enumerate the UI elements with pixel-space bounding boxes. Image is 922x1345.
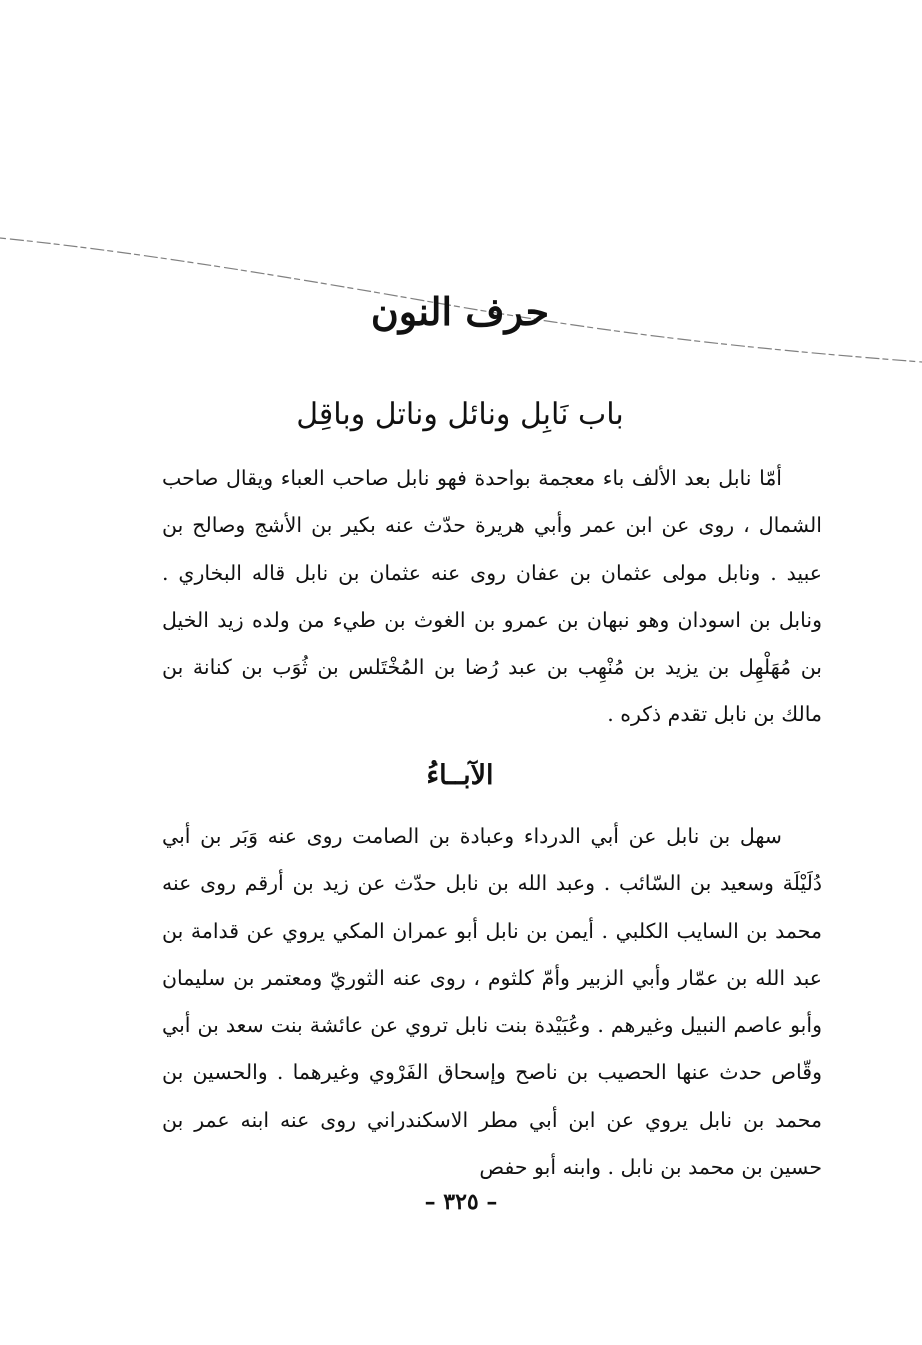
- page-number: – ٣٢٥ –: [424, 1189, 498, 1215]
- chapter-title: حرف النون: [370, 289, 550, 334]
- paragraph-nabil-definition: [162, 455, 822, 739]
- section-title: باب نَابِل ونائل وناتل وباقِل: [296, 397, 624, 432]
- subheading-al-aba: الآبــاءُ: [426, 760, 494, 791]
- scan-fold-line: [0, 0, 922, 420]
- paragraph-al-aba-list: [162, 813, 822, 1191]
- paragraph-1-text: أمّا نابل بعد الألف باء معجمة بواحدة فهو نابل صاحب العباء ويقال صاحب الشمال ، روى عن ابن عمر وأبي هريرة حدّث عنه بكير بن الأشج وصالح بن عبيد . ونابل مولى عثمان بن عفان روى عنه عثمان بن نابل قاله البخاري . ونابل بن اسودان وهو نبهان بن عمرو بن الغوث بن طيء من ولده زيد الخيل بن مُهَلْهِل بن يزيد بن مُنْهِب بن عبد رُضا بن المُخْتَلس بن ثُوَب بن كنانة بن مالك بن نابل تقدم ذكره .: [162, 466, 822, 727]
- paragraph-2-text: سهل بن نابل عن أبي الدرداء وعبادة بن الصامت روى عنه وَبَر بن أبي دُلَيْلَة وسعيد بن السّائب . وعبد الله بن نابل حدّث عن زيد بن أرقم روى عنه محمد بن السايب الكلبي . أيمن بن نابل أبو عمران المكي يروي عن قدامة بن عبد الله بن عمّار وأبي الزبير وأمّ كلثوم ، روى عنه الثوريّ ومعتمر بن سليمان وأبو عاصم النبيل وغيرهم . وعُبَيْدة بنت نابل تروي عن عائشة بنت سعد بن أبي وقّاص حدث عنها الحصيب بن ناصح وإسحاق الفَرْوي وغيرهما . والحسين بن محمد بن نابل يروي عن ابن أبي مطر الاسكندراني روى عنه ابنه عمر بن حسين بن محمد بن نابل . وابنه أبو حفص: [162, 824, 822, 1180]
